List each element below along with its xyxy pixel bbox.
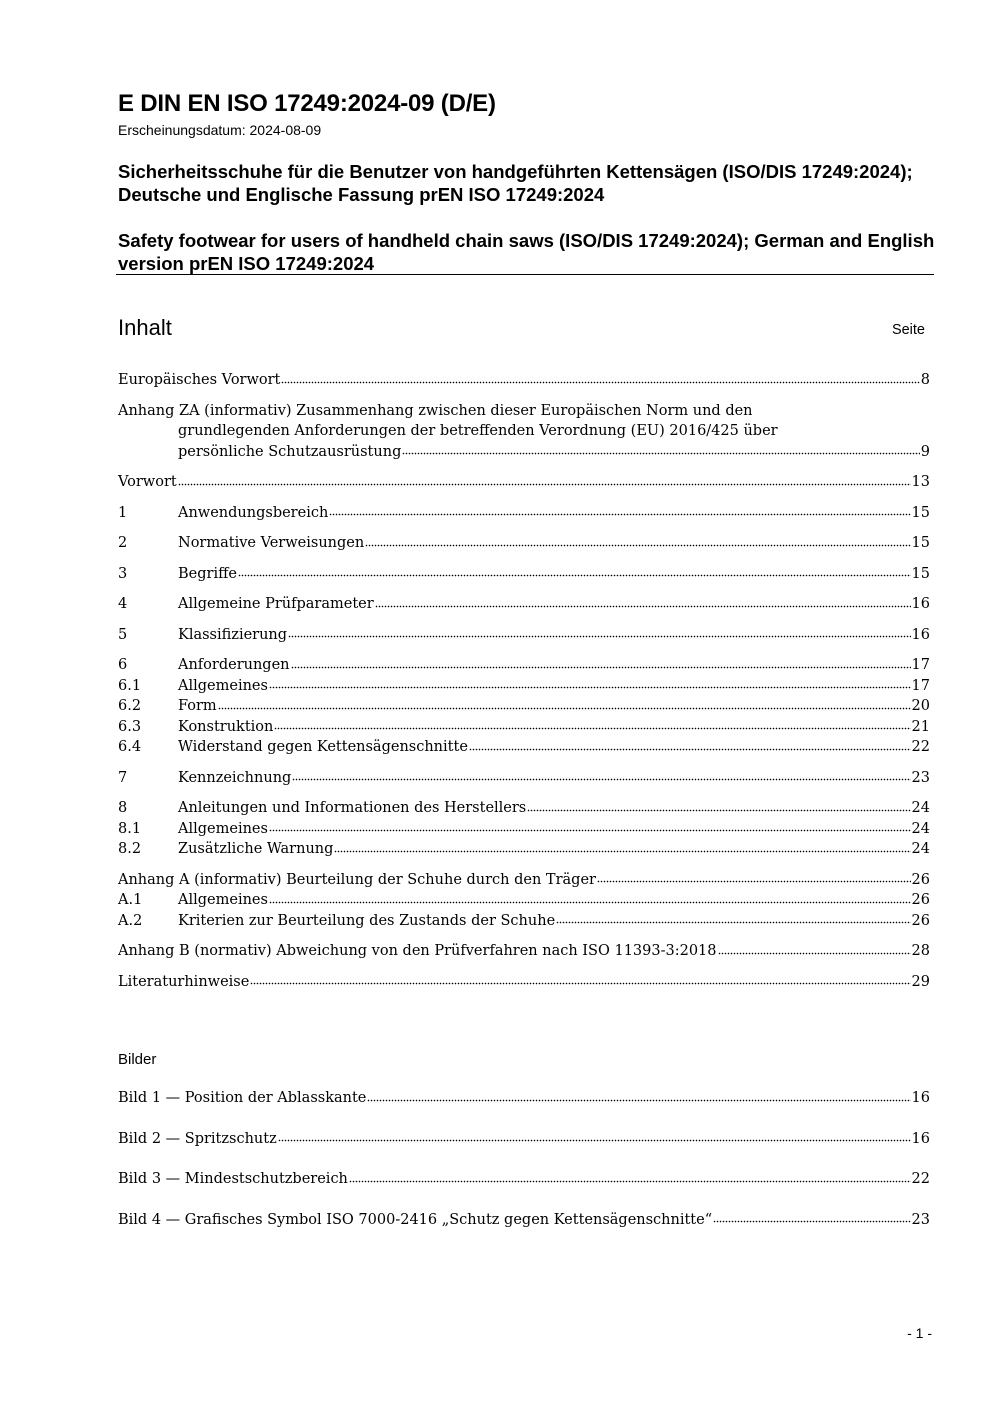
figure-entry-page: 22 — [911, 1171, 930, 1187]
figure-entry-page: 16 — [911, 1130, 930, 1147]
leader-dots — [292, 778, 910, 782]
toc-entry-label-line: Anhang ZA (informativ) Zusammenhang zwischen dieser Europäischen Norm und den — [118, 402, 753, 419]
toc-entry[interactable] — [118, 678, 930, 699]
toc-entry-number: 1 — [118, 504, 128, 521]
page-number: - 1 - — [907, 1325, 932, 1341]
toc-entry-number: 6.2 — [118, 698, 142, 714]
toc-entry-page: 24 — [911, 800, 930, 816]
toc-entry[interactable] — [118, 372, 930, 393]
toc-entry-label: Zusätzliche Warnung — [178, 841, 334, 857]
leader-dots — [269, 829, 911, 833]
figure-entry-label: Bild 4 — Grafisches Symbol ISO 7000-2416 „Schutz gegen Kettensägenschnitte“ — [118, 1211, 713, 1228]
toc-entry[interactable] — [118, 739, 930, 760]
toc-entry-label: Allgemeines — [178, 892, 268, 908]
page-column-label: Seite — [891, 322, 925, 338]
toc-entry-label: Allgemeine Prüfparameter — [178, 596, 374, 612]
figure-entry-label: Bild 3 — Mindestschutzbereich — [118, 1171, 348, 1187]
figure-entry[interactable] — [118, 1131, 930, 1152]
figures-list — [118, 1090, 930, 1232]
toc-entry[interactable] — [118, 872, 930, 893]
toc-entry-page: 16 — [911, 626, 930, 643]
leader-dots — [556, 921, 910, 925]
toc-entry-number: 8 — [118, 800, 128, 816]
toc-entry[interactable] — [118, 974, 930, 995]
toc-entry-label: Anwendungsbereich — [178, 504, 329, 521]
leader-dots — [365, 543, 910, 547]
figures-heading: Bilder — [118, 1051, 157, 1068]
toc-entry-label: Allgemeines — [178, 677, 268, 694]
toc-entry-label: Anhang A (informativ) Beurteilung der Schuhe durch den Träger — [118, 871, 596, 888]
toc-entry-page: 17 — [911, 677, 930, 694]
toc-list — [118, 372, 930, 994]
toc-entry-page: 23 — [911, 769, 930, 786]
toc-entry[interactable] — [118, 596, 930, 617]
toc-entry-page: 24 — [911, 820, 930, 837]
leader-dots — [269, 686, 911, 690]
title-english: Safety footwear for users of handheld chain saws (ISO/DIS 17249:2024); German and English version prEN ISO 17249:2024 — [118, 230, 935, 274]
toc-entry-number: 6.1 — [118, 677, 142, 694]
toc-entry-page: 16 — [911, 596, 930, 612]
leader-dots — [218, 706, 911, 710]
toc-entry[interactable] — [118, 505, 930, 526]
toc-entry[interactable] — [118, 770, 930, 791]
leader-dots — [718, 951, 911, 955]
toc-entry-page: 26 — [911, 871, 930, 888]
figure-entry[interactable] — [118, 1090, 930, 1111]
figure-entry-page: 16 — [911, 1090, 930, 1106]
toc-entry[interactable] — [118, 698, 930, 719]
toc-entry[interactable] — [118, 657, 930, 678]
toc-entry[interactable] — [118, 566, 930, 587]
toc-entry[interactable] — [118, 535, 930, 556]
figure-entry-label: Bild 1 — Position der Ablasskante — [118, 1090, 367, 1106]
toc-entry-page: 24 — [911, 841, 930, 857]
toc-entry-page: 28 — [911, 943, 930, 959]
toc-entry-label: Normative Verweisungen — [178, 535, 365, 551]
toc-entry[interactable] — [118, 403, 930, 465]
toc-entry-number: 8.1 — [118, 820, 142, 837]
toc-entry[interactable] — [118, 627, 930, 648]
leader-dots — [349, 1179, 911, 1183]
toc-entry-label: persönliche Schutzausrüstung — [178, 443, 402, 460]
toc-entry-label: Anforderungen — [178, 657, 290, 673]
toc-entry[interactable] — [118, 841, 930, 862]
toc-entry-number: 6.3 — [118, 718, 142, 735]
toc-entry-page: 21 — [911, 718, 930, 735]
toc-entry[interactable] — [118, 821, 930, 842]
toc-entry-page: 8 — [920, 372, 930, 388]
leader-dots — [329, 513, 910, 517]
leader-dots — [178, 482, 911, 486]
publication-date: Erscheinungsdatum: 2024-08-09 — [118, 122, 322, 138]
figure-entry-page: 23 — [911, 1211, 930, 1228]
toc-entry-page: 29 — [911, 973, 930, 990]
toc-entry-label: Europäisches Vorwort — [118, 372, 281, 388]
toc-entry-page: 20 — [911, 698, 930, 714]
toc-entry-label-line: grundlegenden Anforderungen der betreffenden Verordnung (EU) 2016/425 über — [178, 423, 778, 439]
toc-entry-number: 7 — [118, 769, 128, 786]
toc-entry[interactable] — [118, 913, 930, 934]
toc-entry-page: 17 — [911, 657, 930, 673]
toc-entry[interactable] — [118, 943, 930, 964]
leader-dots — [281, 380, 919, 384]
toc-entry-number: 4 — [118, 596, 128, 612]
toc-entry-label: Literaturhinweise — [118, 973, 250, 990]
toc-entry-page: 15 — [911, 535, 930, 551]
toc-entry-number: 6.4 — [118, 739, 142, 755]
toc-entry-label: Form — [178, 698, 217, 714]
toc-entry-page: 15 — [911, 565, 930, 582]
leader-dots — [402, 452, 919, 456]
toc-entry-number: A.1 — [118, 892, 143, 908]
toc-entry-label: Anleitungen und Informationen des Herstellers — [178, 800, 527, 816]
toc-entry-number: 5 — [118, 626, 128, 643]
figure-entry[interactable] — [118, 1171, 930, 1192]
leader-dots — [250, 982, 910, 986]
toc-entry-label: Anhang B (normativ) Abweichung von den Prüfverfahren nach ISO 11393-3:2018 — [118, 943, 717, 959]
toc-entry-label: Kriterien zur Beurteilung des Zustands der Schuhe — [178, 912, 556, 929]
leader-dots — [278, 1139, 911, 1143]
toc-entry-page: 15 — [911, 504, 930, 521]
leader-dots — [334, 849, 910, 853]
leader-dots — [367, 1098, 910, 1102]
title-german: Sicherheitsschuhe für die Benutzer von handgeführten Kettensägen (ISO/DIS 17249:2024); Deutsche und Englische Fassung prEN ISO 17249:2024 — [118, 161, 913, 205]
toc-entry-label: Konstruktion — [178, 718, 274, 735]
toc-entry-page: 26 — [911, 912, 930, 929]
leader-dots — [269, 900, 911, 904]
leader-dots — [713, 1220, 910, 1224]
toc-entry-number: 2 — [118, 535, 128, 551]
toc-heading: Inhalt — [118, 315, 172, 340]
toc-entry-number: 3 — [118, 565, 128, 582]
figure-entry-label: Bild 2 — Spritzschutz — [118, 1130, 277, 1147]
toc-entry-number: 8.2 — [118, 841, 142, 857]
toc-entry-page: 22 — [911, 739, 930, 755]
toc-entry-page: 13 — [911, 474, 930, 490]
toc-entry[interactable] — [118, 719, 930, 740]
toc-entry-label: Begriffe — [178, 565, 237, 582]
toc-entry[interactable] — [118, 892, 930, 913]
toc-entry-page: 9 — [920, 443, 930, 460]
toc-entry-number: 6 — [118, 657, 128, 673]
leader-dots — [375, 604, 911, 608]
leader-dots — [469, 747, 911, 751]
title-divider — [116, 274, 934, 275]
toc-entry-page: 26 — [911, 892, 930, 908]
toc-entry-label: Klassifizierung — [178, 626, 288, 643]
toc-entry-label: Kennzeichnung — [178, 769, 292, 786]
leader-dots — [274, 727, 910, 731]
document-id: E DIN EN ISO 17249:2024-09 (D/E) — [118, 90, 496, 117]
toc-entry[interactable] — [118, 800, 930, 821]
figure-entry[interactable] — [118, 1212, 930, 1233]
toc-entry-number: A.2 — [118, 912, 143, 929]
toc-entry[interactable] — [118, 474, 930, 495]
toc-entry-label: Widerstand gegen Kettensägenschnitte — [178, 739, 468, 755]
toc-entry-label: Allgemeines — [178, 820, 268, 837]
leader-dots — [597, 880, 911, 884]
leader-dots — [238, 574, 911, 578]
leader-dots — [527, 808, 910, 812]
leader-dots — [291, 665, 911, 669]
leader-dots — [288, 635, 910, 639]
toc-entry-label: Vorwort — [118, 474, 177, 490]
